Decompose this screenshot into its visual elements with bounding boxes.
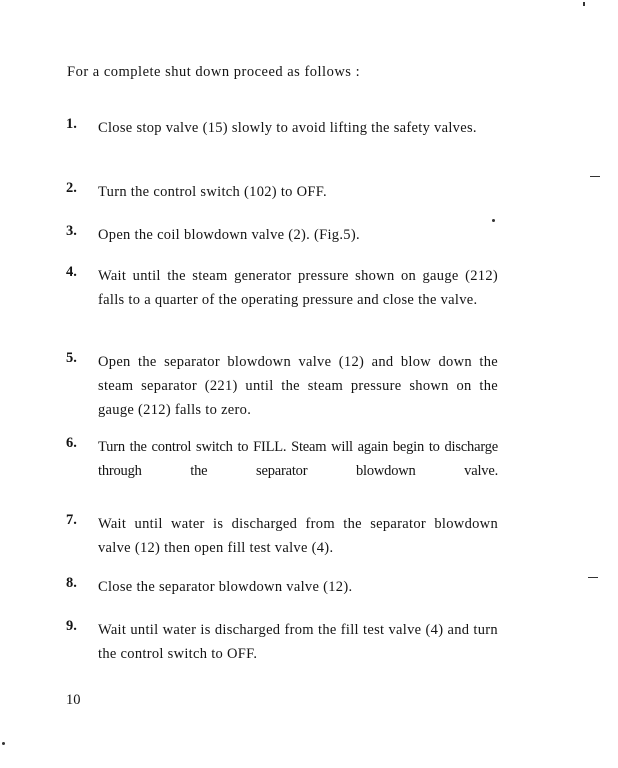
intro-text: For a complete shut down proceed as follows : bbox=[67, 64, 361, 80]
step-number: 9. bbox=[66, 618, 77, 634]
step-text: Wait until the steam generator pressure shown on gauge (212) falls to a quarter of the operating pressure and close the valve. bbox=[98, 268, 498, 308]
step-text: Close stop valve (15) slowly to avoid lifting the safety valves. bbox=[98, 120, 477, 136]
step-text: Wait until water is discharged from the fill test valve (4) and turn the control switch to OFF. bbox=[98, 622, 498, 662]
step-number: 6. bbox=[66, 435, 77, 451]
page-number: 10 bbox=[66, 692, 81, 708]
step-number: 5. bbox=[66, 350, 77, 366]
step-text: Turn the control switch to FILL. Steam will again begin to discharge through the separator blowdown valve. bbox=[98, 439, 498, 479]
step-number: 2. bbox=[66, 180, 77, 196]
step-text: Wait until water is discharged from the separator blowdown valve (12) then open fill test valve (4). bbox=[98, 516, 498, 556]
scan-speck bbox=[590, 176, 600, 177]
step-number: 7. bbox=[66, 512, 77, 528]
scan-speck bbox=[583, 2, 585, 6]
scan-speck bbox=[2, 742, 5, 745]
step-text: Open the coil blowdown valve (2). (Fig.5). bbox=[98, 227, 360, 243]
step-number: 3. bbox=[66, 223, 77, 239]
step-text: Open the separator blowdown valve (12) and blow down the steam separator (221) until the steam pressure shown on the gauge (212) falls to zero. bbox=[98, 354, 498, 418]
step-number: 8. bbox=[66, 575, 77, 591]
step-text: Close the separator blowdown valve (12). bbox=[98, 579, 353, 595]
scan-speck bbox=[588, 577, 598, 578]
scan-speck bbox=[492, 219, 495, 222]
step-text: Turn the control switch (102) to OFF. bbox=[98, 184, 327, 200]
step-number: 4. bbox=[66, 264, 77, 280]
step-number: 1. bbox=[66, 116, 77, 132]
